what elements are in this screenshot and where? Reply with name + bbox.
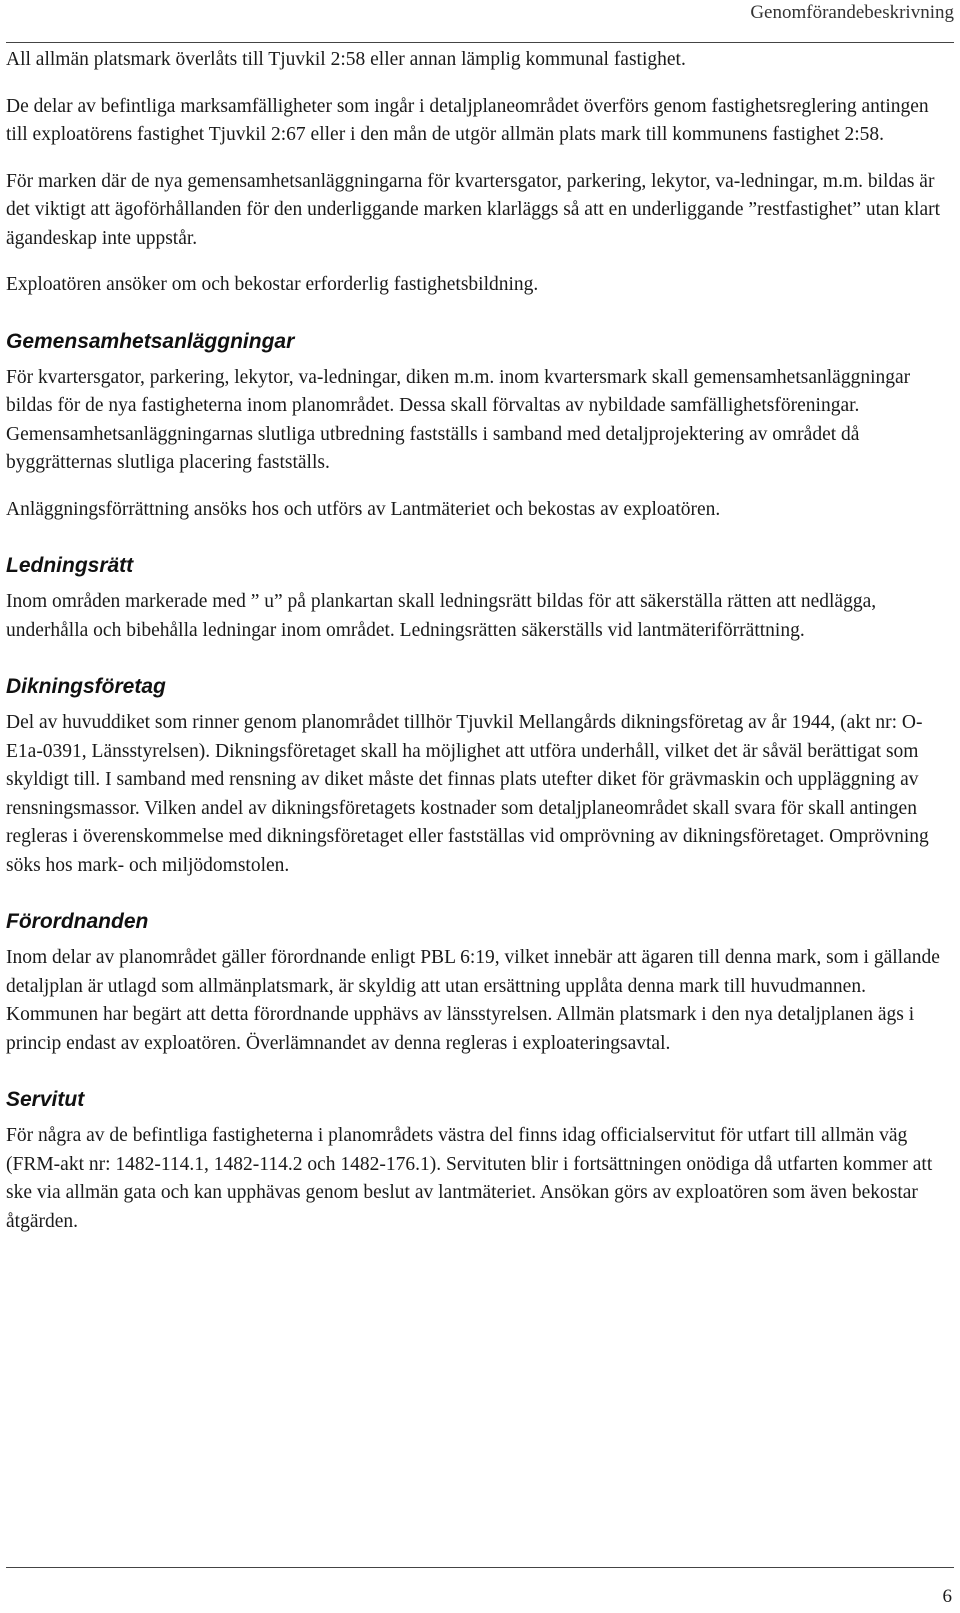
running-header: Genomförandebeskrivning [750,2,954,23]
paragraph-ledningsratt: Inom områden markerade med ” u” på plankartan skall ledningsrätt bildas för att säkerställa rätten att nedlägga, underhålla och bibehålla ledningar inom området. Ledningsrätten säkerställs vid lantmäteriförrättning. [6,591,877,641]
paragraph-gemensamhet-2: Anläggningsförrättning ansöks hos och utförs av Lantmäteriet och bekostas av exploatören. [6,498,721,520]
paragraph-agoforhallanden: För marken där de nya gemensamhetsanläggningarna för kvartersgator, parkering, lekytor, va-ledningar, m.m. bildas är det viktigt att ägoförhållanden för den underliggande marken klarläggs så att en underliggande ”restfastighet” utan klart ägandeskap inte uppstår. [6,170,941,249]
footer-divider [6,1567,954,1568]
heading-servitut: Servitut [6,1088,85,1111]
document-body [6,46,954,1236]
paragraph-dikningsforetag: Del av huvuddiket som rinner genom planområdet tillhör Tjuvkil Mellangårds dikningsföretag av år 1944, (akt nr: O- E1a-0391, Länsstyrelsen). Dikningsföretaget skall ha möjlighet att utföra underhåll, vilket det är såväl berättigat som skyldigt till. I samband med rensning av diket måste det finnas plats utefter diket för grävmaskin och uppläggning av rensningsmassor. Vilken andel av dikningsföretagets kostnader som detaljplaneområdet skall svara för skall antingen regleras i överenskommelse med dikningsföretaget eller fastställas vid omprövning av dikningsföretaget. Omprövning söks hos mark- och miljödomstolen. [6,712,929,876]
page-number: 6 [942,1586,952,1607]
paragraph-platsmark: All allmän platsmark överlåts till Tjuvkil 2:58 eller annan lämplig kommunal fastighet. [6,49,686,70]
paragraph-forordnanden: Inom delar av planområdet gäller förordnande enligt PBL 6:19, vilket innebär att ägaren till denna mark, som i gällande detaljplan är utlagd som allmänplatsmark, är skyldig att utan ersättning upplåta denna mark till huvudmannen. Kommunen har begärt att detta förordnande upphävs av länsstyrelsen. Allmän platsmark i den nya detaljplanen ägs i princip endast av exploatören. Överlämnandet av denna regleras i exploateringsavtal. [6,947,940,1054]
paragraph-servitut: För några av de befintliga fastigheterna i planområdets västra del finns idag officialservitut för utfart till allmän väg (FRM-akt nr: 1482-114.1, 1482-114.2 och 1482-176.1). Servituten blir i fortsättningen onödiga då utfarten kommer att ske via allmän gata och kan upphävas genom beslut av lantmäteriet. Ansökan görs av exploatören som även bekostar åtgärden. [6,1125,933,1232]
heading-dikningsforetag: Dikningsföretag [6,675,166,698]
heading-ledningsratt: Ledningsrätt [6,554,134,577]
header-divider [6,42,954,43]
heading-gemensamhetsanlaggningar: Gemensamhetsanläggningar [6,329,295,353]
heading-forordnanden: Förordnanden [6,910,149,933]
paragraph-fastighetsbildning: Exploatören ansöker om och bekostar erforderlig fastighetsbildning. [6,274,539,295]
paragraph-marksamfalligheter: De delar av befintliga marksamfälligheter som ingår i detaljplaneområdet överförs genom fastighetsreglering antingen till exploatörens fastighet Tjuvkil 2:67 eller i den mån de utgör allmän plats mark till kommunens fastighet 2:58. [6,95,929,145]
paragraph-gemensamhet-1: För kvartersgator, parkering, lekytor, va-ledningar, diken m.m. inom kvartersmark skall gemensamhetsanläggningar bildas för de nya fastigheterna inom planområdet. Dessa skall förvaltas av nybildade samfällighetsföreningar. Gemensamhetsanläggningarnas slutliga utbredning fastställs i samband med detaljprojektering av området då byggrätternas slutliga placering fastställs. [6,366,911,473]
